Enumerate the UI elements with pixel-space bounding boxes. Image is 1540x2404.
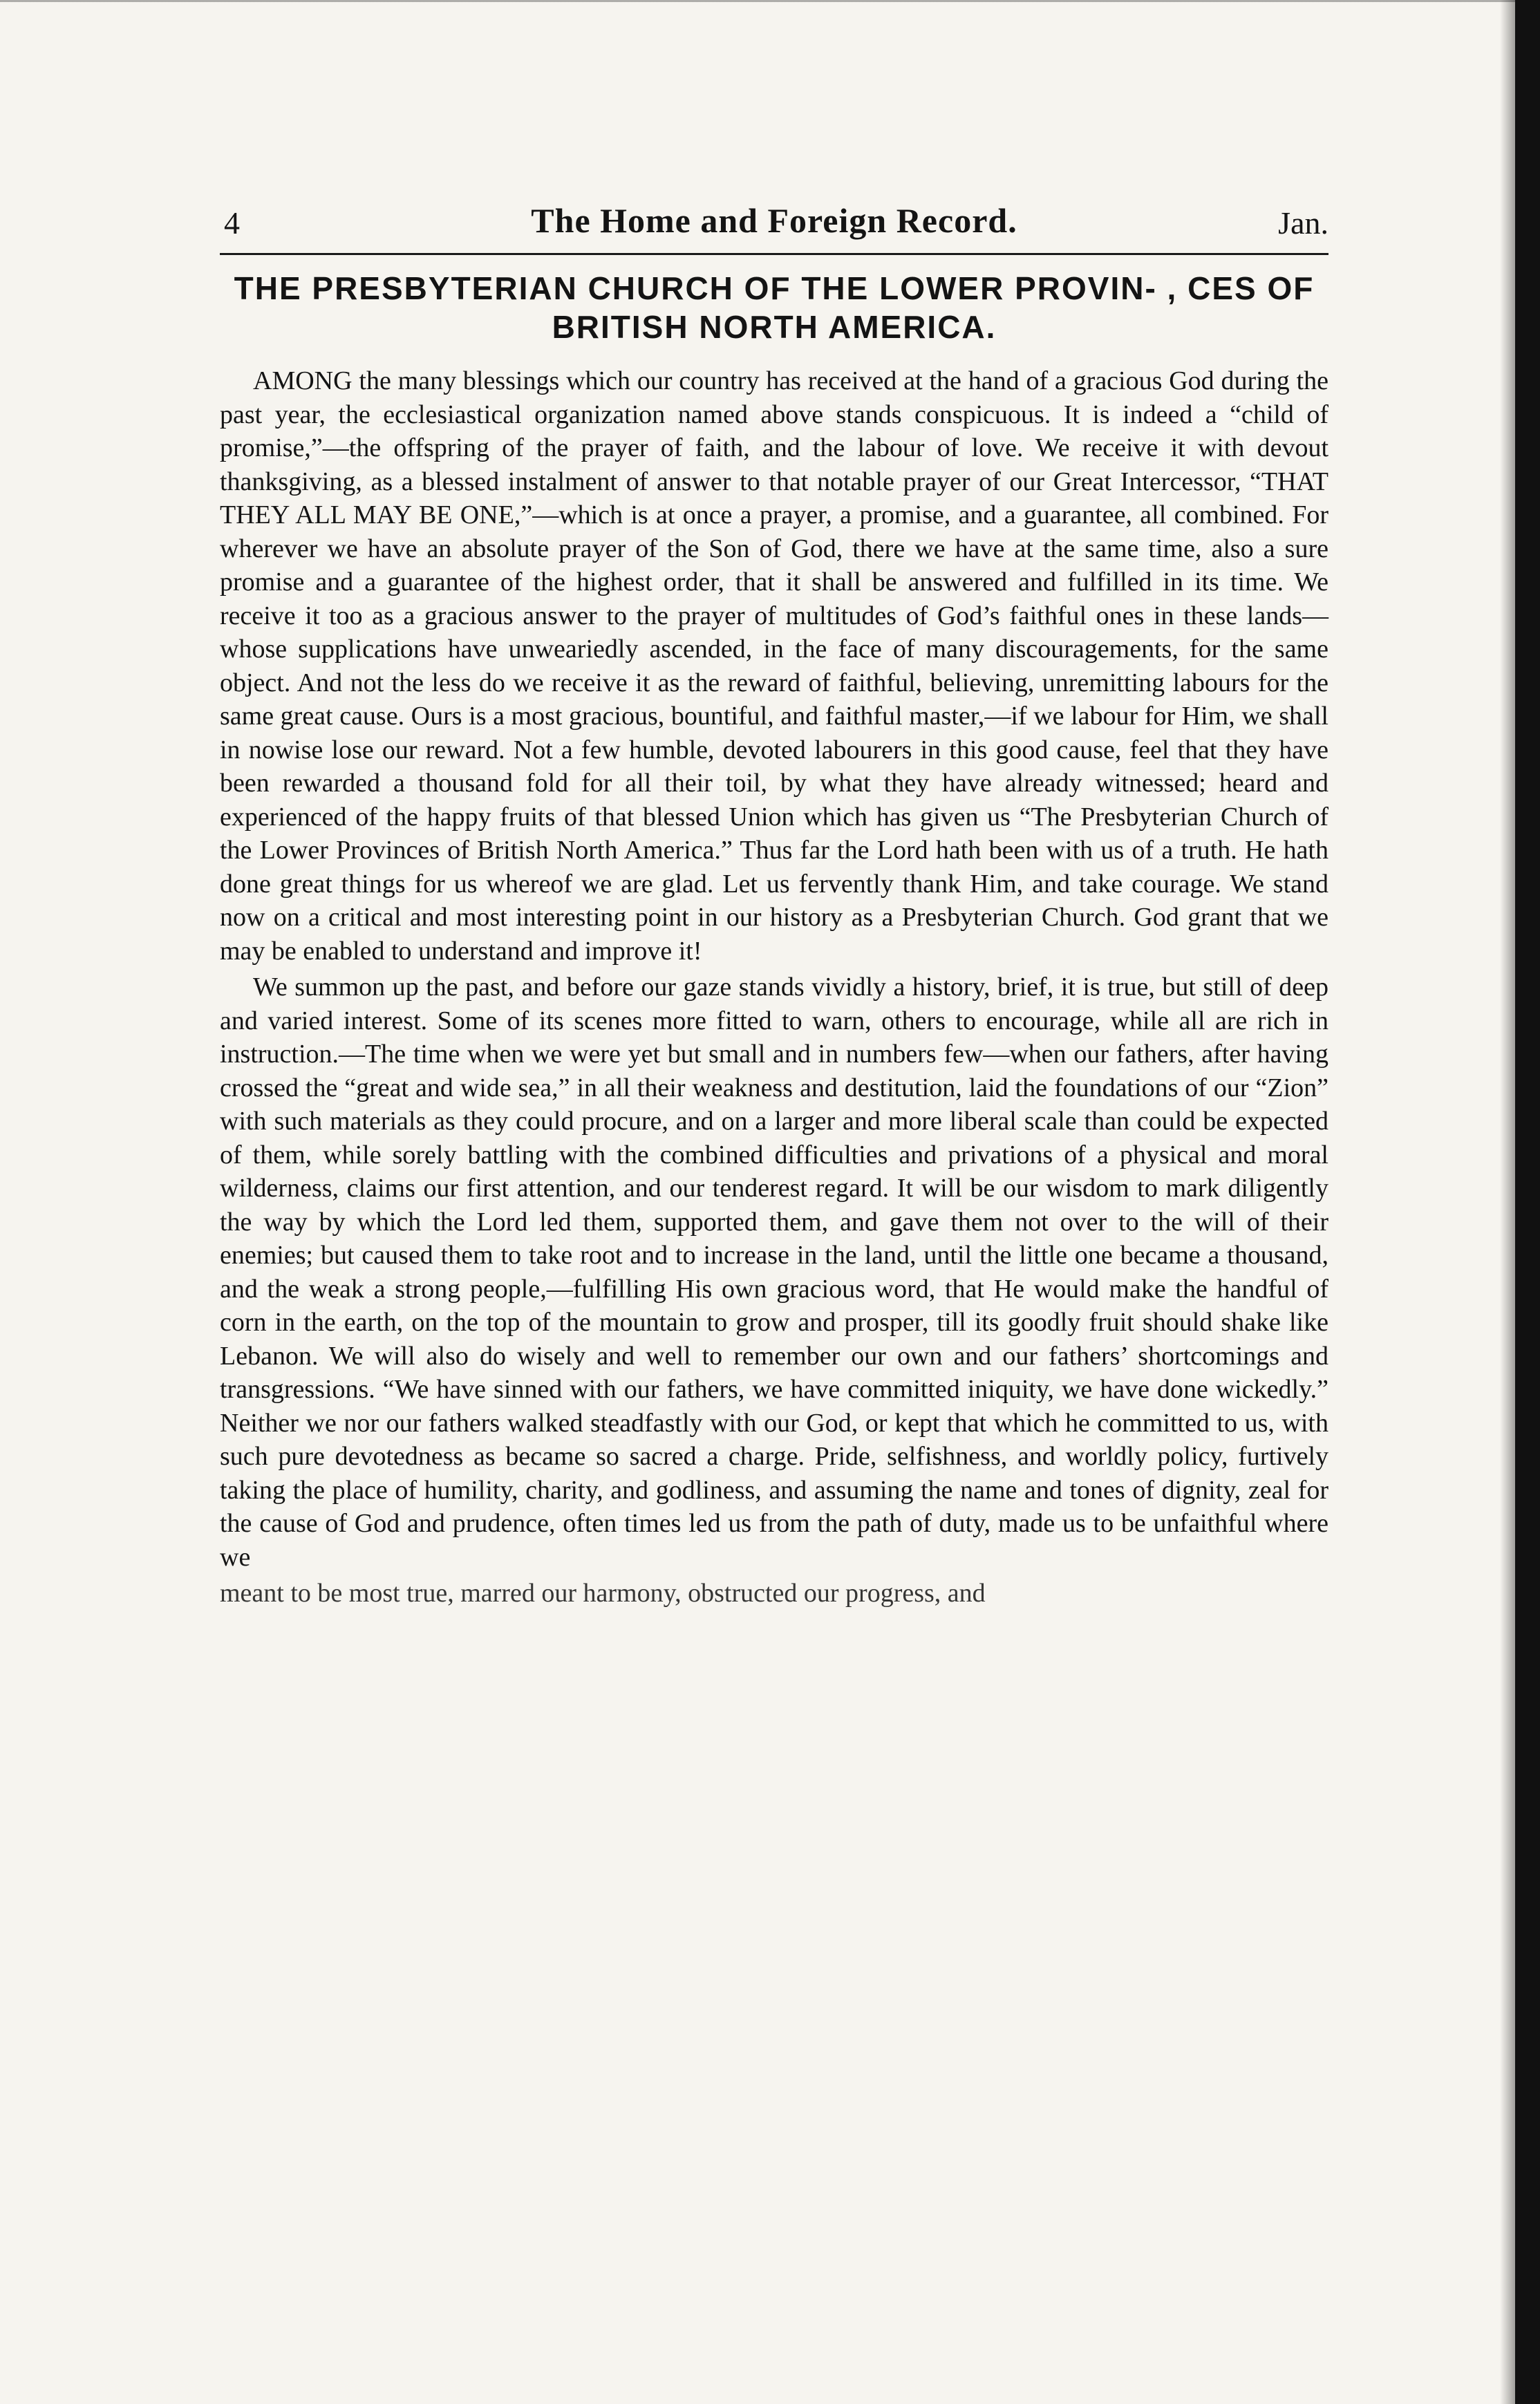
page-binding-edge [1515, 0, 1540, 2404]
issue-month: Jan. [1278, 205, 1328, 241]
article-body [220, 364, 1328, 1610]
page-number: 4 [224, 205, 240, 241]
scan-top-edge [0, 0, 1540, 18]
running-head [220, 200, 1328, 249]
article-paragraph-cutoff: meant to be most true, marred our harmony, obstructed our progress, and [220, 1579, 986, 1608]
header-rule [220, 253, 1328, 255]
article-paragraph: AMONG the many blessings which our country has received at the hand of a gracious God during the past year, the ecclesiastical organization named above stands conspicuous. It is indeed a “child of promise,”—the offspring of the prayer of faith, and the labour of love. We receive it with devout thanksgiving, as a blessed instalment of answer to that notable prayer of our Great Intercessor, “THAT THEY ALL MAY BE ONE,”—which is at once a prayer, a promise, and a guarantee, all combined. For wherever we have an absolute prayer of the Son of God, there we have at the same time, also a sure promise and a guarantee of the highest order, that it shall be answered and fulfilled in its time. We receive it too as a gracious answer to the prayer of multitudes of God’s faithful ones in these lands—whose supplications have unweariedly ascended, in the face of many discouragements, for the same object. And not the less do we receive it as the reward of faithful, believing, unremitting labours for the same great cause. Ours is a most gracious, bountiful, and faithful master,—if we labour for Him, we shall in nowise lose our reward. Not a few humble, devoted labourers in this good cause, feel that they have been rewarded a thousand fold for all their toil, by what they have already witnessed; heard and experienced of the happy fruits of that blessed Union which has given us “The Presbyterian Church of the Lower Provinces of British North America.” Thus far the Lord hath been with us of a truth. He hath done great things for us whereof we are glad. Let us fervently thank Him, and take courage. We stand now on a critical and most interesting point in our history as a Presbyterian Church. God grant that we may be enabled to understand and improve it! [220, 366, 1328, 966]
article-paragraph: We summon up the past, and before our gaze stands vividly a history, brief, it is true, but still of deep and varied interest. Some of its scenes more fitted to warn, others to encourage, while all are rich in instruction.—The time when we were yet but small and in numbers few—when our fathers, after having crossed the “great and wide sea,” in all their weakness and destitution, laid the foundations of our “Zion” with such materials as they could procure, and on a larger and more liberal scale than could be expected of them, while sorely battling with the combined difficulties and privations of a physical and moral wilderness, claims our first attention, and our tenderest regard. It will be our wisdom to mark diligently the way by which the Lord led them, supported them, and gave them not over to the will of their enemies; but caused them to take root and to increase in the land, until the little one became a thousand, and the weak a strong people,—fulfilling His own gracious word, that He would make the handful of corn in the earth, on the top of the mountain to grow and prosper, till its goodly fruit should shake like Lebanon. We will also do wisely and well to remember our own and our fathers’ shortcomings and transgressions. “We have sinned with our fathers, we have committed iniquity, we have done wickedly.” Neither we nor our fathers walked steadfastly with our God, or kept that which he committed to us, with such pure devotedness as became so sacred a charge. Pride, selfishness, and worldly policy, furtively taking the place of humility, charity, and godliness, and assuming the name and tones of dignity, zeal for the cause of God and prudence, often times led us from the path of duty, made us to be unfaithful where we [220, 973, 1328, 1572]
book-page [220, 200, 1328, 1613]
journal-title: The Home and Foreign Record. [531, 201, 1017, 240]
article-title: THE PRESBYTERIAN CHURCH OF THE LOWER PROVIN- , CES OF BRITISH NORTH AMERICA. [234, 270, 1315, 345]
